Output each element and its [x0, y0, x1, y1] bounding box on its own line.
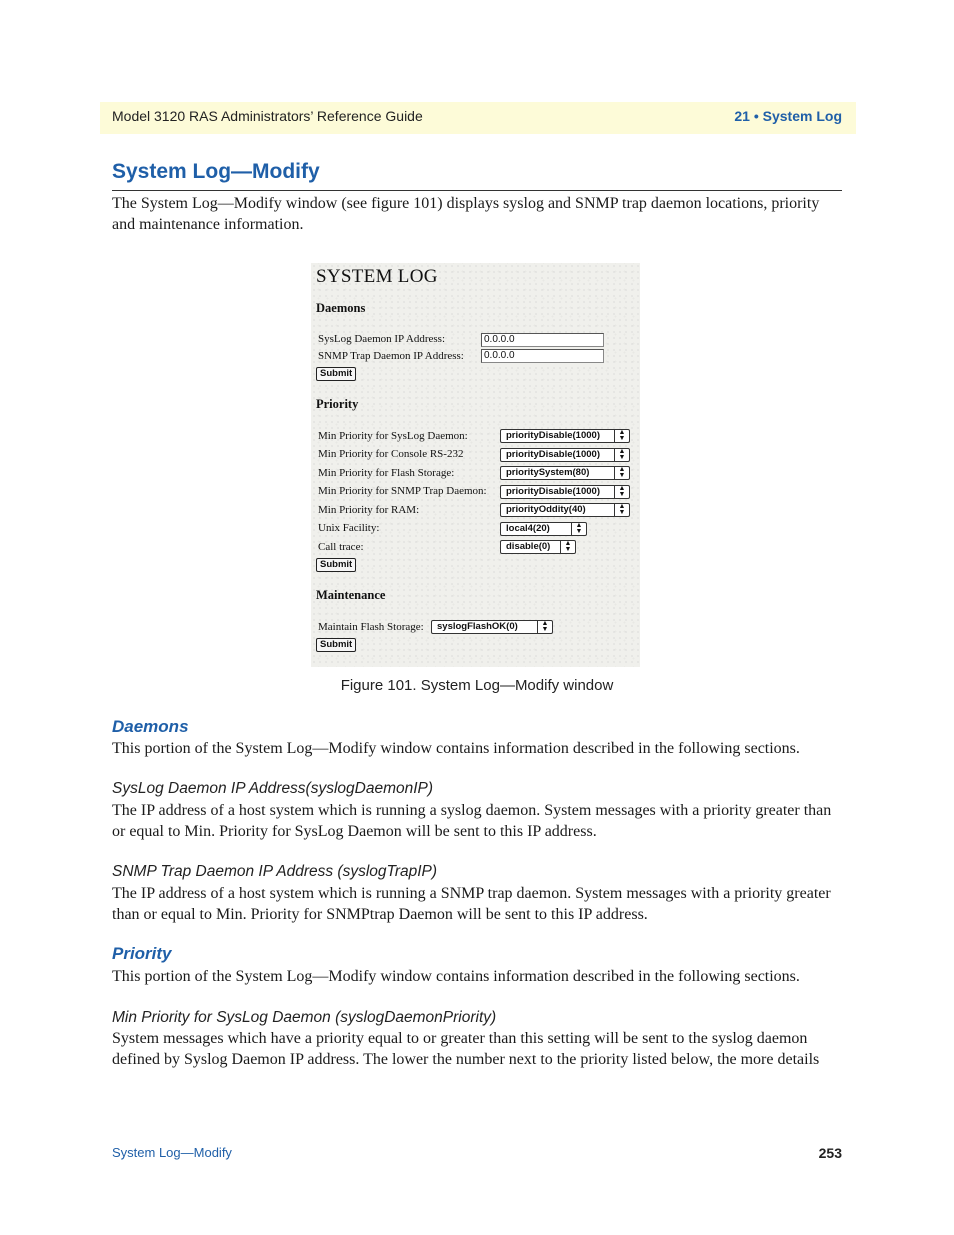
- select-arrows-icon: ▲ ▼: [614, 467, 629, 479]
- syslog-ip-label: SysLog Daemon IP Address:: [318, 333, 446, 345]
- daemons-heading: Daemons: [316, 301, 366, 315]
- priority-row-label: Min Priority for SysLog Daemon:: [318, 430, 468, 442]
- select-arrows-icon: ▲ ▼: [614, 486, 629, 498]
- call-trace-select[interactable]: disable(0) ▲ ▼: [500, 540, 576, 554]
- unix-facility-select[interactable]: local4(20) ▲ ▼: [500, 522, 587, 536]
- minprio-subsection-heading: Min Priority for SysLog Daemon (syslogDaemonPriority): [112, 1009, 497, 1026]
- priority-heading: Priority: [316, 397, 359, 411]
- syslog-subsection-heading: SysLog Daemon IP Address(syslogDaemonIP): [112, 780, 434, 797]
- priority-section-heading: Priority: [112, 944, 172, 963]
- figure-caption: Figure 101. System Log—Modify window: [340, 677, 614, 694]
- console-priority-select[interactable]: priorityDisable(1000) ▲ ▼: [500, 448, 630, 462]
- snmp-priority-select[interactable]: priorityDisable(1000) ▲ ▼: [500, 485, 630, 499]
- select-arrows-icon: ▲ ▼: [614, 504, 629, 516]
- flash-storage-select[interactable]: syslogFlashOK(0) ▲ ▼: [431, 620, 553, 634]
- guide-title: Model 3120 RAS Administrators’ Reference Guide: [112, 108, 423, 124]
- title-rule: [112, 190, 842, 191]
- priority-row-label: Min Priority for SNMP Trap Daemon:: [318, 485, 487, 497]
- intro-paragraph: The System Log—Modify window (see figure 101) displays syslog and SNMP trap daemon locations, priority and maintenance information.: [112, 195, 820, 233]
- snmp-subsection-heading: SNMP Trap Daemon IP Address (syslogTrapIP): [112, 863, 438, 880]
- flash-priority-select[interactable]: prioritySystem(80) ▲ ▼: [500, 466, 630, 480]
- ram-priority-select[interactable]: priorityOddity(40) ▲ ▼: [500, 503, 630, 517]
- chapter-label: 21 • System Log: [734, 108, 842, 124]
- maintenance-submit-button[interactable]: Submit: [316, 638, 356, 652]
- maintenance-heading: Maintenance: [316, 588, 386, 602]
- snmp-subsection-text: The IP address of a host system which is running a SNMP trap daemon. System messages with a priority greater than or equal to Min. Priority for SNMPtrap Daemon will be sent to this IP address.: [112, 885, 831, 923]
- page-title: System Log—Modify: [112, 160, 320, 183]
- page-number: 253: [818, 1145, 842, 1161]
- footer-section-name: System Log—Modify: [112, 1145, 232, 1160]
- daemons-submit-button[interactable]: Submit: [316, 367, 356, 381]
- flash-storage-label: Maintain Flash Storage:: [318, 621, 424, 633]
- select-arrows-icon: ▲ ▼: [560, 541, 575, 553]
- priority-row-label: Call trace:: [318, 541, 364, 553]
- select-arrows-icon: ▲ ▼: [614, 449, 629, 461]
- snmp-ip-label: SNMP Trap Daemon IP Address:: [318, 350, 464, 362]
- running-header: [100, 102, 856, 134]
- priority-submit-button[interactable]: Submit: [316, 558, 356, 572]
- syslog-subsection-text: The IP address of a host system which is running a syslog daemon. System messages with a priority greater than or equal to Min. Priority for SysLog Daemon will be sent to this IP address.: [112, 802, 832, 840]
- priority-row-label: Min Priority for RAM:: [318, 504, 420, 516]
- syslog-ip-input[interactable]: 0.0.0.0: [481, 333, 604, 347]
- daemons-section-text: This portion of the System Log—Modify window contains information described in the following sections.: [112, 740, 800, 757]
- snmp-ip-input[interactable]: 0.0.0.0: [481, 349, 604, 363]
- minprio-subsection-text: System messages which have a priority equal to or greater than this setting will be sent to the syslog daemon defined by Syslog Daemon IP address. The lower the number next to the priority listed below, the more details: [112, 1030, 820, 1068]
- select-arrows-icon: ▲ ▼: [571, 523, 586, 535]
- select-arrows-icon: ▲ ▼: [614, 430, 629, 442]
- daemons-section-heading: Daemons: [112, 717, 189, 736]
- priority-row-label: Min Priority for Flash Storage:: [318, 467, 455, 479]
- select-arrows-icon: ▲ ▼: [537, 621, 552, 633]
- priority-section-text: This portion of the System Log—Modify window contains information described in the following sections.: [112, 968, 800, 985]
- syslog-priority-select[interactable]: priorityDisable(1000) ▲ ▼: [500, 429, 630, 443]
- priority-row-label: Unix Facility:: [318, 522, 380, 534]
- priority-row-label: Min Priority for Console RS-232: [318, 448, 464, 460]
- system-log-window-figure: [311, 263, 640, 667]
- window-title: SYSTEM LOG: [316, 266, 438, 287]
